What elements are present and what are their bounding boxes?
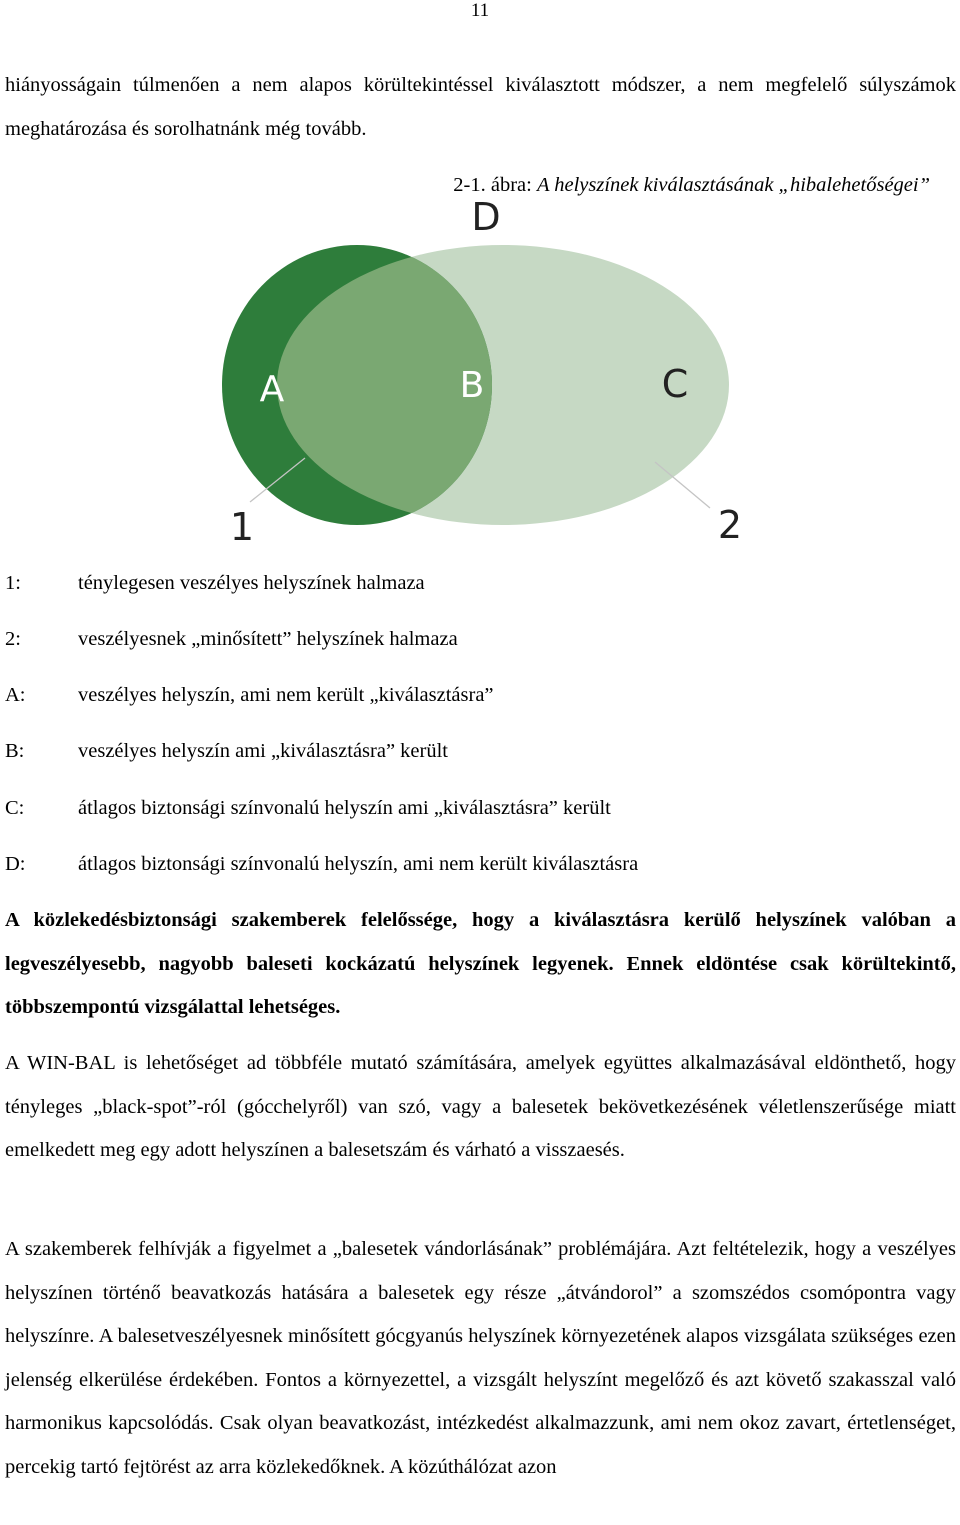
legend-key: A: [5,684,26,706]
region-label-d: D [471,195,501,239]
legend-text: veszélyes helyszín ami „kiválasztásra” került [78,740,448,762]
legend-text: veszélyesnek „minősített” helyszínek halmaza [78,628,458,650]
figure-caption-number: 2-1. ábra: [453,174,532,196]
intro-paragraph: hiányosságain túlmenően a nem alapos körültekintéssel kiválasztott módszer, a nem megfelelő súlyszámok meghatározása és sorolhatnánk még tovább. [5,74,956,140]
legend-item [5,731,945,771]
paragraph-migration: A szakemberek felhívják a figyelmet a „balesetek vándorlásának” problémájára. Azt feltételezik, hogy a veszélyes helyszínen történő beavatkozás hatására a balesetek egy része „átvándorol” a szomszédos csomópontra vagy helyszínre. A balesetveszélyesnek minősített gócgyanús helyszínek környezetének alapos vizsgálata szükséges ezen jelenség elkerülése érdekében. Fontos a környezettel, a vizsgált helyszínt megelőző és azt követő szakasszal való harmonikus kapcsolódás. Csak olyan beavatkozást, intézkedést alkalmazzunk, ami nem okoz zavart, értetlenséget, percekig tartó fejtörést az arra közlekedőknek. A közúthálózat azon [5,1238,956,1478]
set-label-two: 2 [717,503,743,547]
legend-text: átlagos biztonsági színvonalú helyszín, ami nem került kiválasztásra [78,853,639,875]
set-label-one: 1 [229,505,255,549]
region-label-c: C [661,362,689,406]
venn-diagram [210,190,750,550]
paragraph-win-bal: A WIN-BAL is lehetőséget ad többféle mutató számítására, amelyek együttes alkalmazásával eldönthető, hogy tényleges „black-spot”-ról (gócchelyről) van szó, vagy a balesetek bekövetkezésének véletlenszerűsége miatt emelkedett meg egy adott helyszínen a balesetszám és várható a visszaesés. [5,1052,956,1162]
legend-item [5,788,945,828]
legend-key: D: [5,853,26,875]
bold-paragraph: A közlekedésbiztonsági szakemberek felelőssége, hogy a kiválasztásra kerülő helyszínek valóban a legveszélyesebb, nagyobb baleseti kockázatú helyszínek legyenek. Ennek eldöntése csak körültekintő, többszempontú vizsgálattal lehetséges. [5,909,956,1019]
page-number: 11 [470,0,490,21]
legend-text: veszélyes helyszín, ami nem került „kiválasztásra” [78,684,494,706]
figure-caption-title: A helyszínek kiválasztásának „hibalehetőségei” [536,174,930,196]
legend-key: 2: [5,628,21,650]
legend-item [5,619,945,659]
legend-text: ténylegesen veszélyes helyszínek halmaza [78,572,425,594]
legend-item [5,563,945,603]
region-label-b: B [459,365,485,406]
legend-item [5,844,945,884]
legend-key: 1: [5,572,21,594]
legend-key: B: [5,740,25,762]
legend-key: C: [5,797,25,819]
region-label-a: A [259,369,285,410]
legend-item [5,675,945,715]
legend-text: átlagos biztonsági színvonalú helyszín ami „kiválasztásra” került [78,797,611,819]
